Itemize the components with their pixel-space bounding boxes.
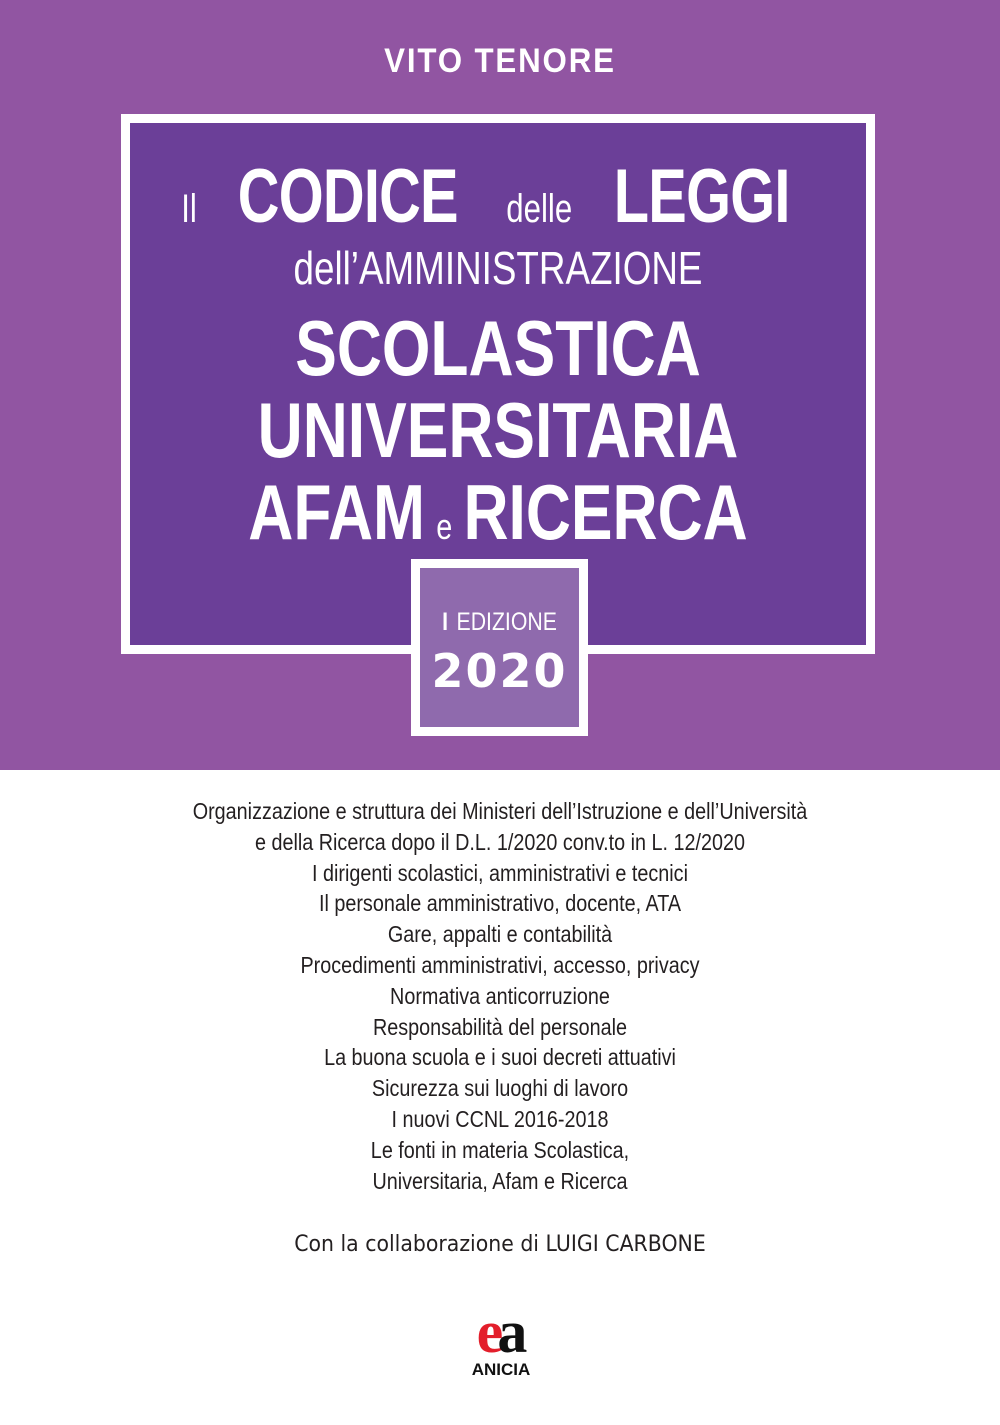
topic-item: Le fonti in materia Scolastica, [370, 1136, 630, 1163]
topic-item: I nuovi CCNL 2016-2018 [391, 1105, 609, 1132]
topic-item: Responsabilità del personale [372, 1013, 628, 1040]
title-line-4: UNIVERSITARIA [257, 386, 739, 474]
topic-item: Organizzazione e struttura dei Ministeri dell’Istruzione e dell’Università [192, 798, 808, 824]
title-prefix: Il [180, 187, 197, 231]
edition-badge [411, 559, 588, 736]
topic-item: Gare, appalti e contabilità [387, 921, 613, 948]
title-line-2: dell’AMMINISTRAZIONE [293, 242, 703, 294]
ea-logo-icon [452, 1299, 546, 1365]
publisher-logo [456, 1299, 546, 1384]
title-word-afam: AFAM [248, 468, 426, 556]
topic-item: Il personale amministrativo, docente, ATA [318, 890, 682, 917]
edition-year: 2020 [431, 644, 568, 698]
title-word-ricerca: RICERCA [463, 468, 748, 556]
topic-item: Normativa anticorruzione [390, 982, 610, 1009]
title-line-3: SCOLASTICA [295, 304, 701, 392]
title-line-1 [130, 153, 866, 240]
topic-item: Universitaria, Afam e Ricerca [372, 1167, 628, 1194]
title-word-codice: CODICE [237, 154, 458, 239]
topic-item: e della Ricerca dopo il D.L. 1/2020 conv.to in L. 12/2020 [254, 828, 746, 855]
topics-list [0, 796, 1000, 1196]
logo-letter-e: e [476, 1299, 498, 1365]
title-word-leggi: LEGGI [613, 154, 790, 239]
topic-item: Sicurezza sui luoghi di lavoro [371, 1075, 629, 1102]
title-line-5 [204, 467, 793, 558]
author-name: VITO TENORE [384, 42, 616, 80]
publisher-name: ANICIA [471, 1360, 531, 1379]
topic-item: La buona scuola e i suoi decreti attuativi [324, 1044, 676, 1071]
title-conjunction: e [436, 506, 453, 547]
collaboration-credit: Con la collaborazione di LUIGI CARBONE [294, 1232, 706, 1257]
topic-item: Procedimenti amministrativi, accesso, privacy [300, 951, 700, 978]
edition-label [432, 608, 567, 637]
edition-number: I [442, 608, 449, 636]
logo-letter-a: a [497, 1299, 522, 1365]
edition-text: EDIZIONE [456, 608, 557, 636]
title-word-delle: delle [506, 187, 573, 231]
topic-item: I dirigenti scolastici, amministrativi e tecnici [312, 859, 688, 886]
